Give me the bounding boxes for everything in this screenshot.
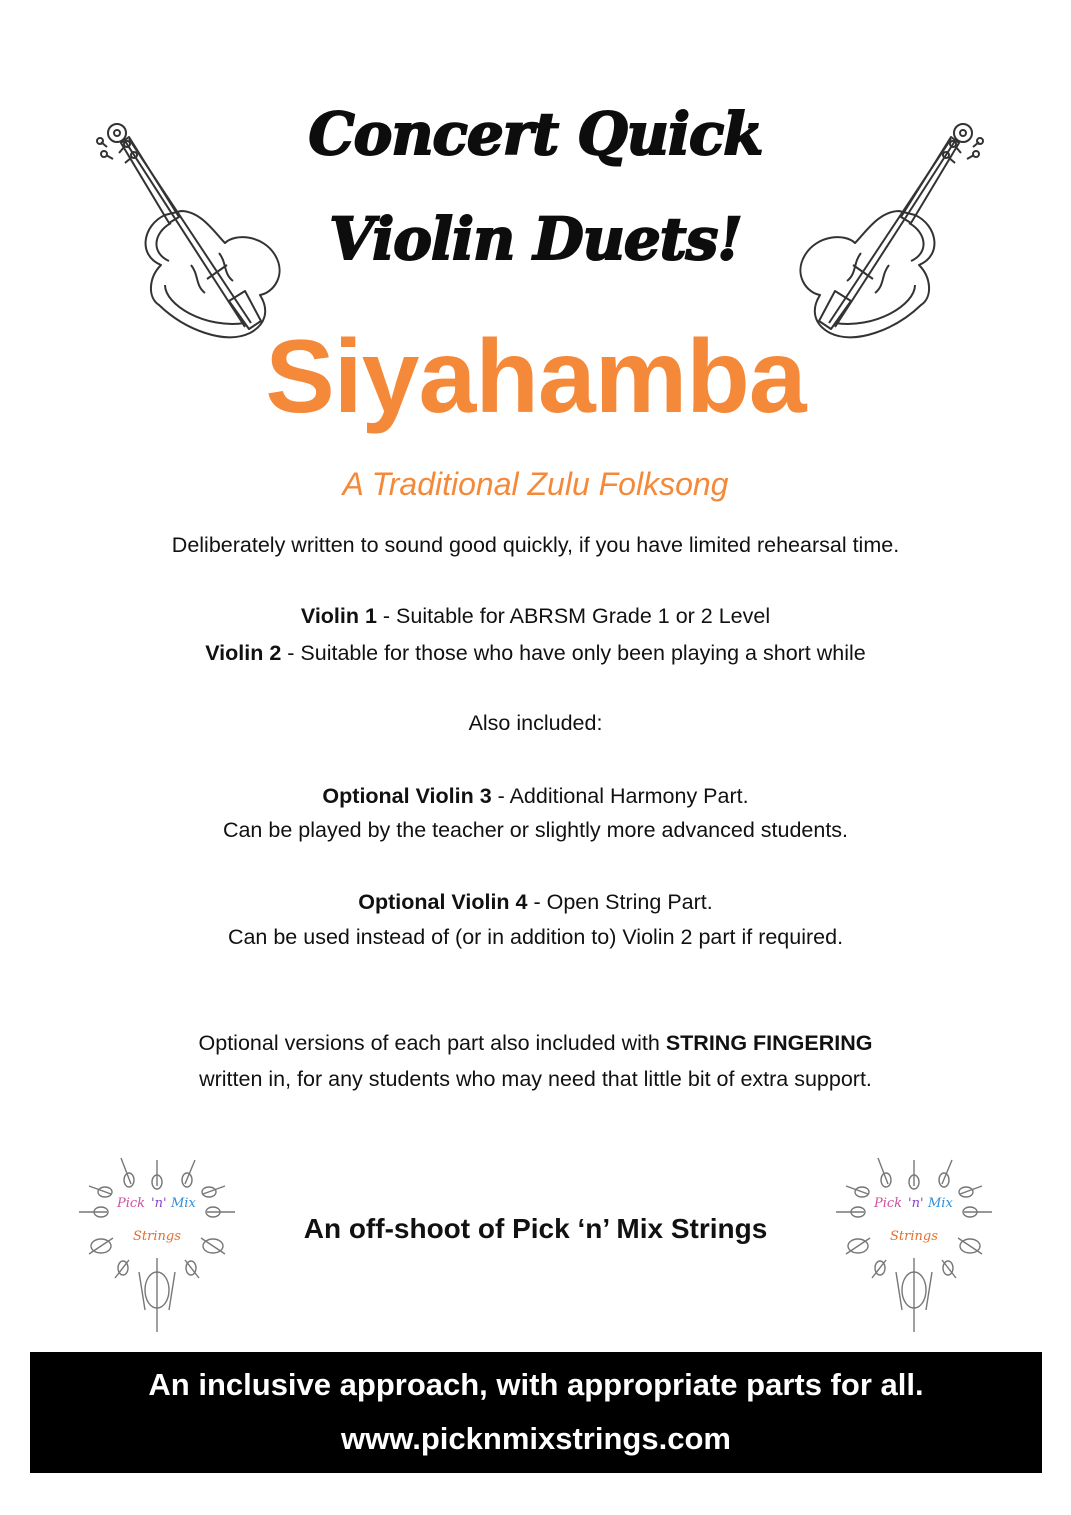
footer-banner bbox=[30, 1352, 1042, 1473]
logo-word-n: 'n' bbox=[151, 1196, 167, 1211]
violin-3-line bbox=[0, 784, 1071, 809]
footer-website-link[interactable]: www.picknmixstrings.com bbox=[341, 1421, 731, 1456]
violin-2-desc: - Suitable for those who have only been playing a short while bbox=[281, 641, 866, 665]
song-subtitle: A Traditional Zulu Folksong bbox=[342, 466, 729, 502]
offshoot-text: An off-shoot of Pick ‘n’ Mix Strings bbox=[303, 1213, 768, 1244]
picknmix-logo-right bbox=[832, 1150, 997, 1335]
logo-word-n: 'n' bbox=[908, 1196, 924, 1211]
logo-word-mix: Mix bbox=[928, 1196, 953, 1211]
logo-word-strings: Strings bbox=[133, 1229, 181, 1244]
fingering-emphasis: STRING FINGERING bbox=[665, 1031, 873, 1055]
also-included-text: Also included: bbox=[468, 711, 603, 735]
fingering-line-1-text: Optional versions of each part also included with bbox=[198, 1031, 666, 1055]
intro-text: Deliberately written to sound good quickly, if you have limited rehearsal time. bbox=[171, 533, 900, 557]
violin-3-desc: - Additional Harmony Part. bbox=[491, 784, 749, 808]
fingering-line-1 bbox=[0, 1031, 1071, 1056]
violin-2-label: Violin 2 bbox=[205, 641, 282, 665]
violin-4-desc: - Open String Part. bbox=[527, 890, 713, 914]
violin-1-line bbox=[0, 604, 1071, 629]
fingering-line-2: written in, for any students who may need that little bit of extra support. bbox=[199, 1067, 872, 1091]
violin-3-note: Can be played by the teacher or slightly more advanced students. bbox=[222, 818, 849, 842]
violin-4-label: Optional Violin 4 bbox=[358, 890, 528, 914]
violin-3-label: Optional Violin 3 bbox=[322, 784, 492, 808]
logo-word-mix: Mix bbox=[171, 1196, 196, 1211]
main-title-line-2: Violin Duets! bbox=[329, 205, 742, 273]
footer-tagline: An inclusive approach, with appropriate parts for all. bbox=[148, 1367, 924, 1402]
main-title-line-1: Concert Quick bbox=[308, 100, 763, 168]
logo-word-strings: Strings bbox=[890, 1229, 938, 1244]
logo-word-pick: Pick bbox=[117, 1196, 146, 1211]
violin-1-label: Violin 1 bbox=[300, 604, 377, 628]
violin-1-desc: - Suitable for ABRSM Grade 1 or 2 Level bbox=[376, 604, 771, 628]
violin-2-line bbox=[0, 641, 1071, 666]
violin-4-line bbox=[0, 890, 1071, 915]
violin-4-note: Can be used instead of (or in addition to) Violin 2 part if required. bbox=[227, 925, 844, 949]
logo-word-pick: Pick bbox=[874, 1196, 903, 1211]
song-title: Siyahamba bbox=[265, 319, 806, 435]
